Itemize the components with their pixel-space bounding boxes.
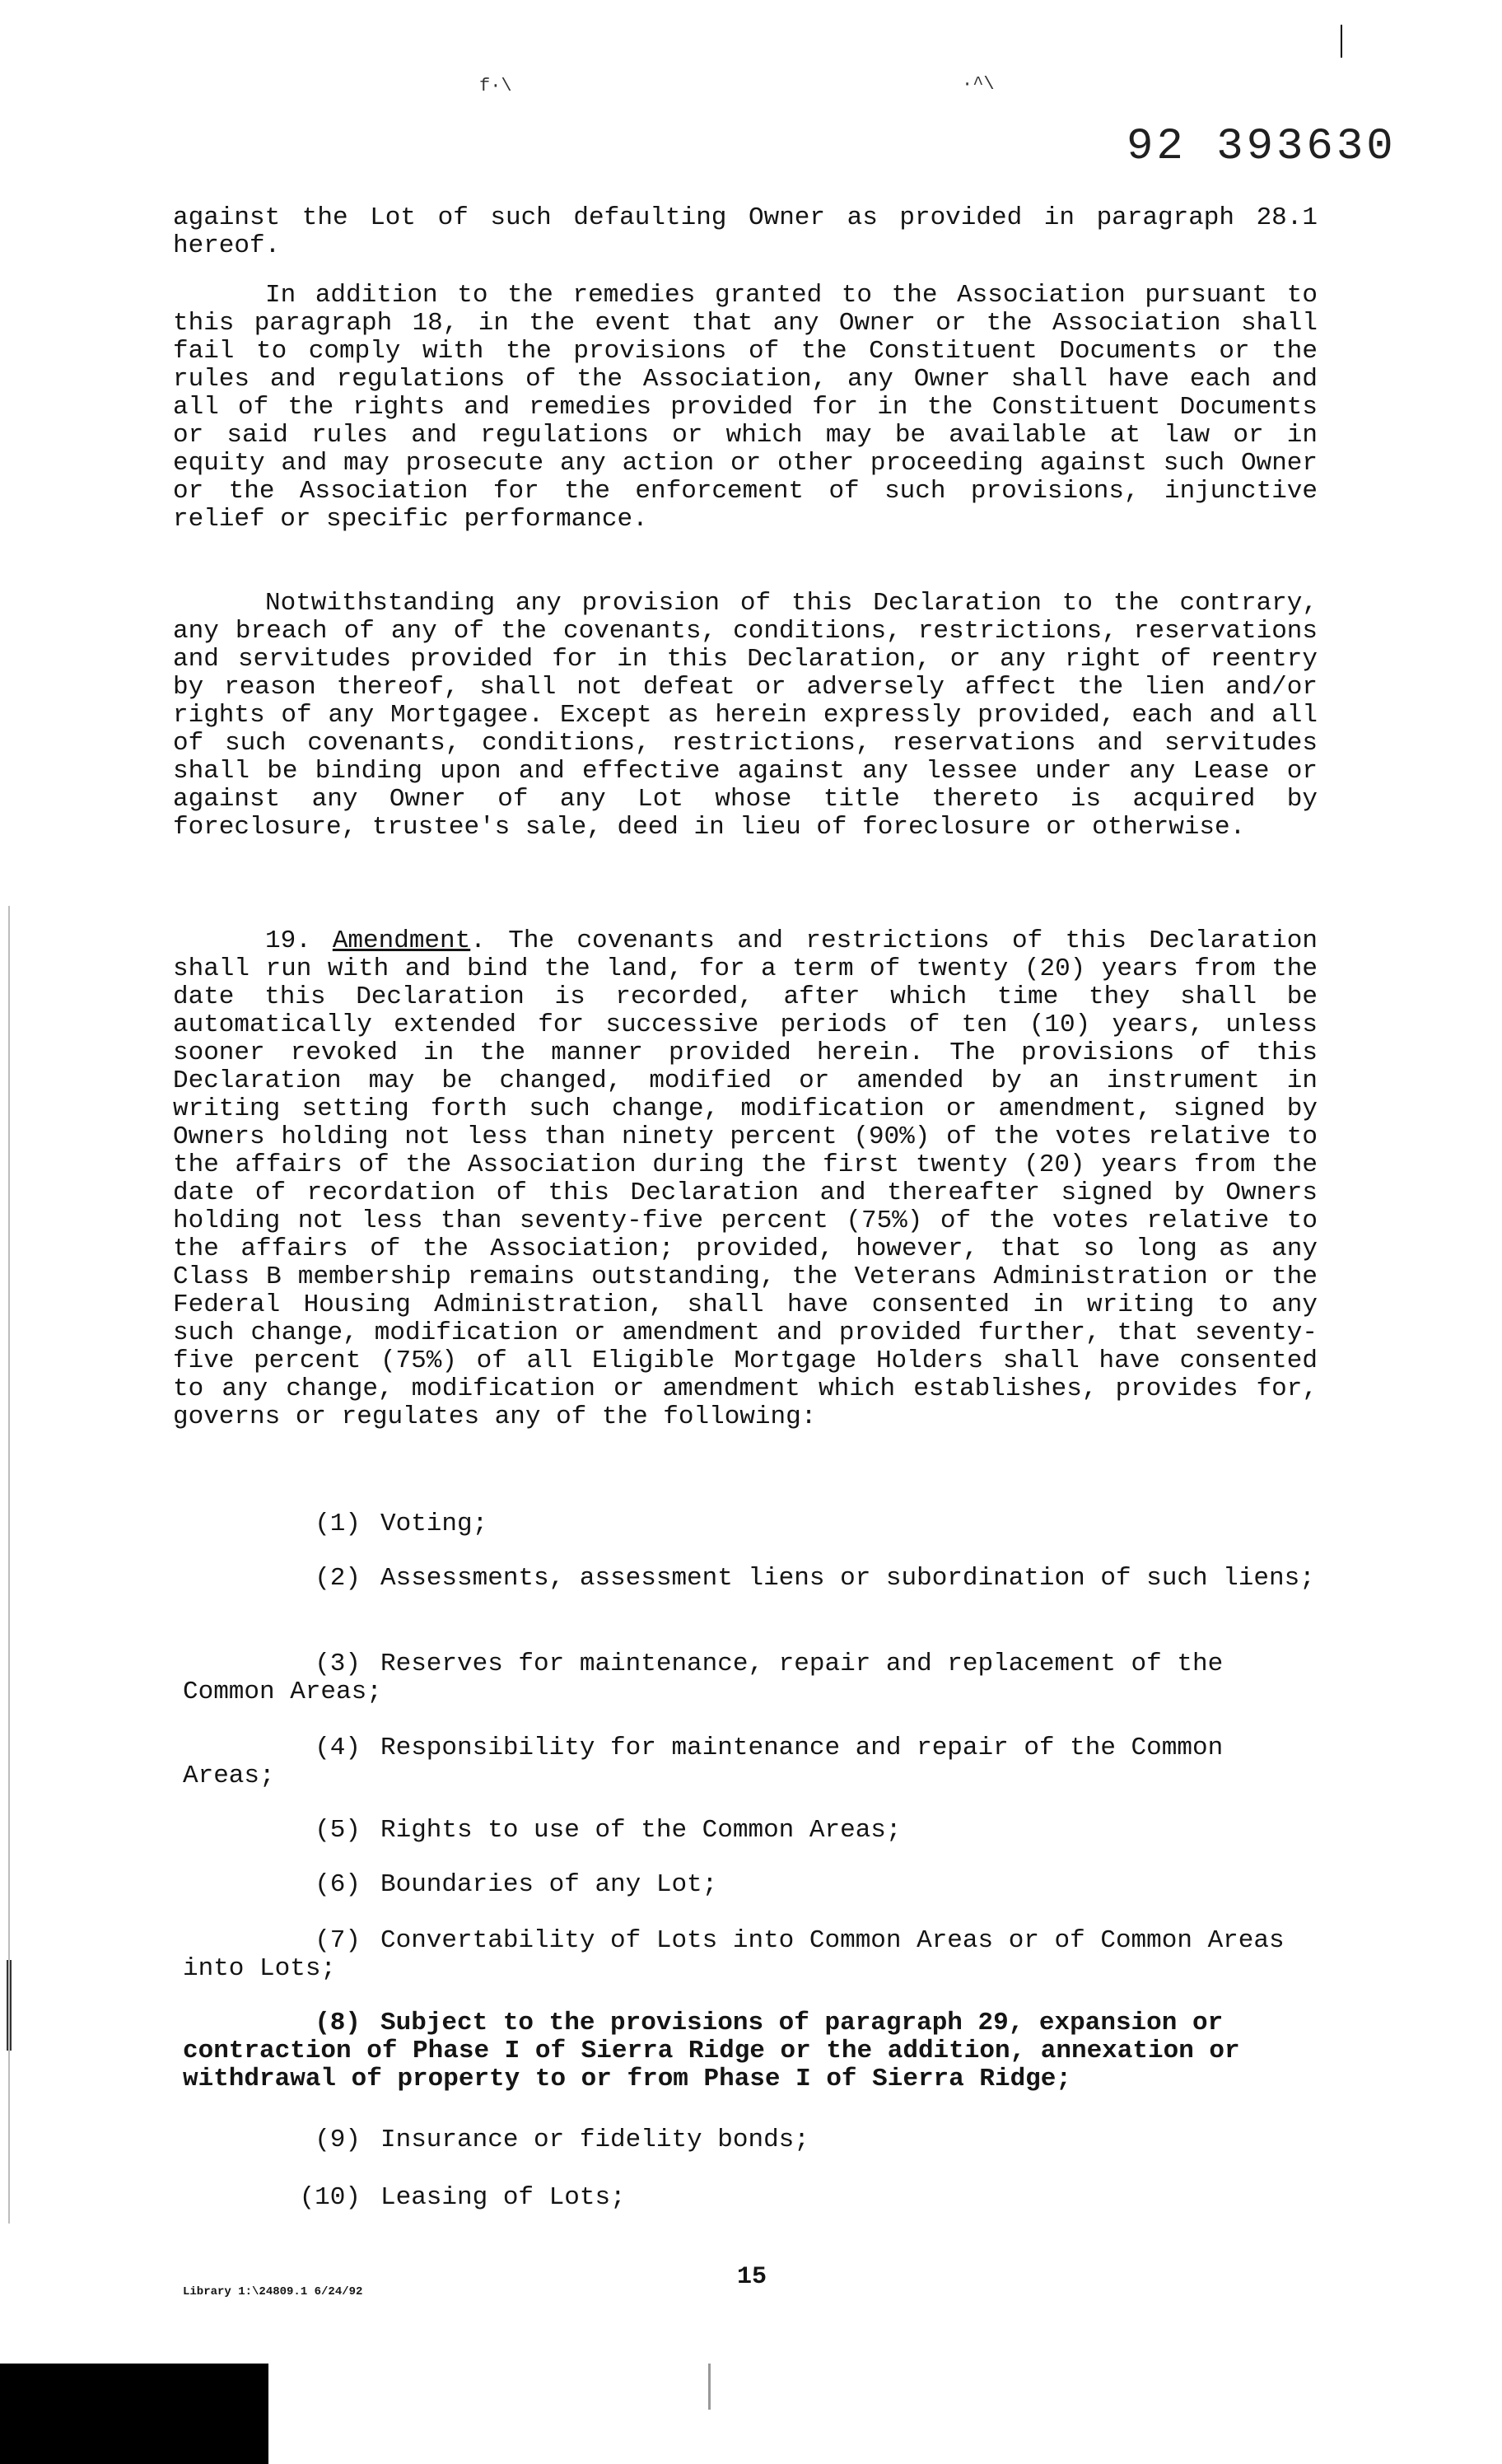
list-item-text: Responsibility for maintenance and repair of the Common Areas; [183, 1734, 1224, 1790]
handwritten-mark-right: ·^\ [962, 74, 995, 95]
section-heading: Amendment [332, 926, 471, 955]
list-item [183, 2009, 1327, 2093]
section-heading-punct: . [470, 926, 486, 955]
section-number: 19. [265, 926, 311, 955]
list-item [183, 1565, 1327, 1593]
paragraph-remedies: In addition to the remedies granted to the Association pursuant to this paragraph 18, in the event that any Owner or the Association shall fail to comply with the provisions of the Constituent Documents or the rules and regulations of the Association, any Owner shall have each and all of the rights and remedies provided for in the Constituent Documents or said rules and regulations or which may be available at law or in equity and may prosecute any action or other proceeding against such Owner or the Association for the enforcement of such provisions, injunctive relief or specific performance. [173, 281, 1318, 534]
list-item [183, 1871, 1327, 1899]
list-item-text: Reserves for maintenance, repair and replacement of the Common Areas; [183, 1650, 1224, 1706]
paragraph-notwithstanding: Notwithstanding any provision of this Declaration to the contrary, any breach of any of the covenants, conditions, restrictions, reservations and servitudes provided for in this Declaration, or any right of reentry by reason thereof, shall not defeat or adversely affect the lien and/or rights of any Mortgagee. Except as herein expressly provided, each and all of such covenants, conditions, restrictions, reservations and servitudes shall be binding upon and effective against any lessee under any Lease or against any Owner of any Lot whose title thereto is acquired by foreclosure, trustee's sale, deed in lieu of foreclosure or otherwise. [173, 589, 1318, 842]
list-item-text: Convertability of Lots into Common Areas or of Common Areas into Lots; [183, 1926, 1285, 1983]
list-item [183, 2184, 1327, 2212]
list-item-text: Leasing of Lots; [380, 2183, 626, 2212]
list-item-number: (10) [299, 2183, 361, 2212]
list-item-number: (5) [315, 1816, 361, 1845]
list-item-number: (9) [315, 2126, 361, 2154]
list-item-text: Rights to use of the Common Areas; [380, 1816, 902, 1845]
section-body: The covenants and restrictions of this Declaration shall run with and bind the land, for a term of twenty (20) years from the date this Declaration is recorded, after which time they shall be automatically extended for successive periods of ten (10) years, unless sooner revoked in the manner provided herein. The provisions of this Declaration may be changed, modified or amended by an instrument in writing setting forth such change, modification or amendment, signed by Owners holding not less than ninety percent (90%) of the votes relative to the affairs of the Association during the first twenty (20) years from the date of recordation of this Declaration and thereafter signed by Owners holding not less than seventy-five percent (75%) of the votes relative to the affairs of the Association; provided, however, that so long as any Class B membership remains outstanding, the Veterans Administration or the Federal Housing Administration, shall have consented in writing to any such change, modification or amendment and provided further, that seventy-five percent (75%) of all Eligible Mortgage Holders shall have consented to any change, modification or amendment which establishes, provides for, governs or regulates any of the following: [173, 926, 1318, 1431]
list-item [183, 1927, 1327, 1983]
list-item [183, 1734, 1327, 1790]
list-item [183, 1510, 1327, 1538]
list-item-number: (7) [315, 1926, 361, 1955]
list-item-text: Boundaries of any Lot; [380, 1870, 718, 1899]
list-item [183, 1650, 1327, 1706]
list-item-number: (4) [315, 1734, 361, 1762]
scan-artifact-corner [0, 2364, 268, 2464]
list-item-number: (8) [315, 2009, 361, 2037]
document-number: 92 393630 [1126, 122, 1397, 172]
section-19-amendment [173, 927, 1318, 1431]
list-item-text: Subject to the provisions of paragraph 29, expansion or contraction of Phase I of Sierra Ridge or the addition, annexation or withdrawal of property to or from Phase I of Sierra Ridge; [183, 2009, 1240, 2093]
list-item-number: (3) [315, 1650, 361, 1678]
list-item-text: Assessments, assessment liens or subordination of such liens; [380, 1564, 1315, 1593]
scan-artifact-line [1341, 25, 1342, 58]
list-item-text: Voting; [380, 1510, 488, 1538]
list-item [183, 1817, 1327, 1845]
list-item-number: (2) [315, 1564, 361, 1593]
list-item-text: Insurance or fidelity bonds; [380, 2126, 809, 2154]
library-reference: Library 1:\24809.1 6/24/92 [183, 2285, 363, 2298]
list-item-number: (6) [315, 1870, 361, 1899]
list-item-number: (1) [315, 1510, 361, 1538]
page-number: 15 [737, 2263, 767, 2291]
handwritten-mark-left: f·\ [479, 76, 512, 96]
paragraph-continuation: against the Lot of such defaulting Owner as provided in paragraph 28.1 hereof. [173, 203, 1318, 260]
scan-artifact-edge [8, 906, 10, 2224]
scan-artifact-line [708, 2364, 711, 2410]
list-item [183, 2126, 1327, 2154]
